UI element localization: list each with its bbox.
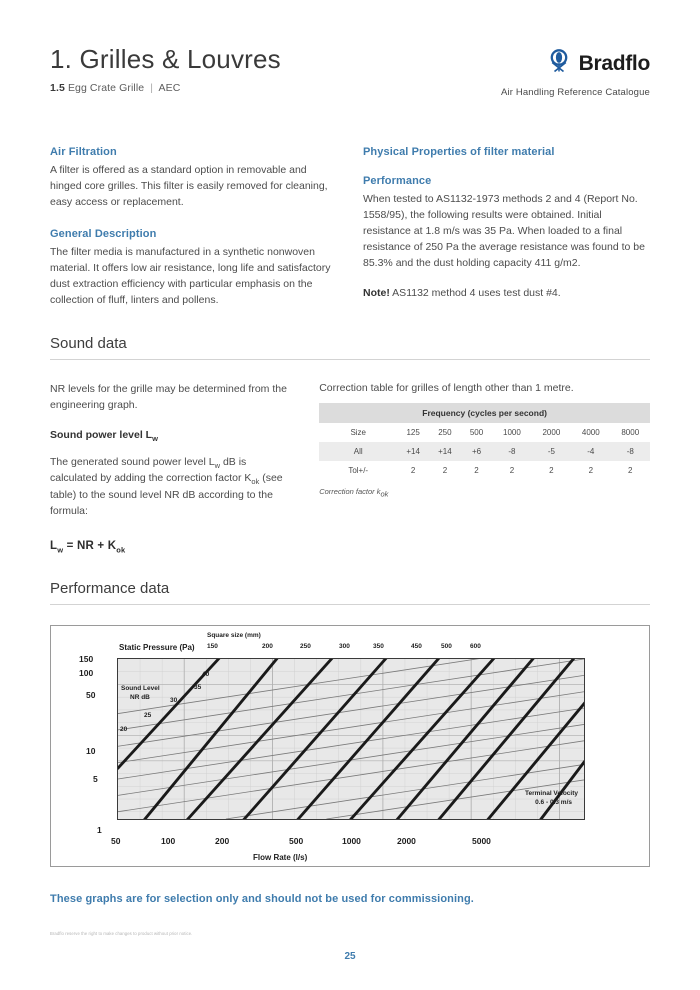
footnote-subscript: ok	[380, 489, 389, 499]
square-size-label: 150	[207, 642, 218, 650]
freq-cell: 125	[406, 427, 420, 437]
note-text: AS1132 method 4 uses test dust #4.	[389, 286, 561, 299]
square-size-label: 200	[262, 642, 273, 650]
y-tick: 1	[97, 824, 102, 835]
brand-row	[501, 49, 650, 78]
freq-cell: 8000	[621, 427, 640, 437]
square-size-label: 350	[373, 642, 384, 650]
bradflo-circle-emblem-icon	[546, 49, 572, 78]
performance-data-divider	[50, 604, 650, 605]
left-text-column	[50, 146, 337, 309]
formula-b: = NR + K	[63, 539, 117, 552]
paragraph-formula-explanation	[50, 455, 293, 520]
chart-inner	[57, 632, 643, 860]
table-row-frequency-header	[319, 403, 650, 423]
brand-name: Bradflo	[578, 51, 650, 75]
subtitle-separator: |	[150, 81, 154, 94]
sound-power-label: Sound power level L	[50, 428, 153, 441]
terminal-velocity-line2: 0.6 - 0.3 m/s	[535, 799, 572, 807]
value-cell: -8	[611, 442, 650, 461]
value-cell: 2	[549, 465, 554, 475]
y-tick: 10	[86, 745, 96, 756]
chart-top-axis-label: Square size (mm)	[207, 631, 261, 639]
value-cell: -5	[532, 442, 571, 461]
heading-general-description: General Description	[50, 227, 157, 240]
page-subtitle	[50, 82, 281, 94]
chart-plot-area	[117, 658, 585, 820]
subtitle-ref: AEC	[158, 81, 181, 94]
sound-data-text	[50, 382, 293, 554]
value-cell: +14	[397, 442, 429, 461]
nr-level-label-40: 40	[202, 670, 210, 678]
brand-tagline: Air Handling Reference Catalogue	[501, 87, 650, 98]
size-column-header: Size	[350, 427, 366, 437]
freq-cell: 250	[438, 427, 452, 437]
row-label: All	[319, 442, 397, 461]
square-size-label: 500	[441, 642, 452, 650]
square-size-label: 300	[339, 642, 350, 650]
paragraph-performance: When tested to AS1132-1973 methods 2 and 4 (Report No. 1558/95), the following results were obtained. Initial resistance at 1.8 m/s was 35 Pa. When loaded to a final resistance of 250 Pa the average resistance was found to be 85.3% and the dust holding capacity 411 g/m2.	[363, 193, 645, 269]
formula-exp-sub1: w	[214, 460, 221, 470]
value-cell: +6	[461, 442, 492, 461]
x-tick: 2000	[397, 835, 416, 846]
table-row-frequency-ticks	[319, 423, 650, 442]
page-number: 25	[344, 951, 356, 962]
sound-data-title: Sound data	[50, 334, 127, 352]
y-tick: 50	[86, 689, 96, 700]
freq-cell: 4000	[581, 427, 600, 437]
value-cell: 2	[509, 465, 515, 475]
value-cell: 2	[628, 465, 633, 475]
intro-columns	[50, 146, 650, 309]
sound-data-divider	[50, 359, 650, 360]
value-cell: -8	[492, 442, 531, 461]
table-row	[319, 461, 650, 480]
terminal-velocity-line1: Terminal Velocity	[525, 790, 578, 798]
value-cell: +14	[429, 442, 461, 461]
x-tick: 500	[289, 835, 304, 846]
value-cell: 2	[474, 465, 479, 475]
heading-physical-properties: Physical Properties of filter material	[363, 146, 555, 158]
frequency-group-header: Frequency (cycles per second)	[319, 403, 650, 423]
page-title: 1. Grilles & Louvres	[50, 44, 281, 74]
commissioning-notice: These graphs are for selection only and should not be used for commissioning.	[50, 892, 474, 905]
nr-level-label-20: 20	[120, 725, 128, 733]
paragraph-air-filtration: A filter is offered as a standard option in removable and hinged core grilles. This filter is easily removed for cleaning, easy access or replacement.	[50, 164, 328, 208]
page-header	[50, 0, 650, 98]
right-text-column	[363, 146, 650, 309]
footnote-text: Correction factor k	[319, 486, 381, 496]
legal-fineprint: Bradflo reserve the right to make changes to product without prior notice.	[50, 930, 193, 936]
value-cell: 2	[588, 465, 594, 475]
correction-table-footnote	[319, 487, 650, 499]
x-tick: 200	[215, 835, 230, 846]
subtitle-code: 1.5	[50, 81, 65, 94]
subtitle-text: Egg Crate Grille	[67, 81, 145, 94]
formula-sub1: w	[57, 544, 64, 554]
correction-table-body	[319, 403, 650, 480]
square-size-lines	[118, 659, 584, 819]
formula-exp-c: (see table) to the sound level NR dB according to the formula:	[50, 472, 283, 517]
nr-level-label-25: 25	[144, 711, 152, 719]
x-tick: 100	[161, 835, 176, 846]
correction-table-block	[319, 382, 650, 554]
heading-performance: Performance	[363, 175, 432, 187]
performance-chart	[50, 625, 650, 867]
freq-cell: 1000	[503, 427, 521, 437]
square-size-label: 450	[411, 642, 422, 650]
paragraph-nr-levels: NR levels for the grille may be determined from the engineering graph.	[50, 382, 287, 411]
correction-table	[319, 403, 650, 480]
paragraph-note	[363, 286, 650, 302]
formula-a: L	[50, 539, 58, 552]
formula-sub2: ok	[116, 544, 126, 554]
title-block	[50, 45, 281, 94]
paragraph-general-description: The filter media is manufactured in a synthetic nonwoven material. It offers low air resistance, long life and satisfactory dust extraction efficiency with particular emphasis on the collection of fluff, linters and pollens.	[50, 245, 331, 306]
x-tick: 5000	[472, 835, 491, 846]
y-tick: 100	[79, 667, 94, 678]
heading-sound-power-level	[50, 429, 293, 443]
freq-cell: 500	[469, 427, 484, 437]
sound-power-formula	[50, 540, 293, 554]
brand-block	[501, 45, 650, 98]
y-tick: 5	[93, 773, 98, 784]
formula-exp-sub2: ok	[251, 477, 260, 487]
performance-data-section	[50, 580, 650, 867]
table-row	[319, 442, 650, 461]
x-axis-title: Flow Rate (l/s)	[253, 852, 308, 862]
sound-level-caption-line1: Sound Level	[121, 684, 160, 692]
formula-exp-b: dB is calculated by adding the correction factor K	[50, 455, 252, 485]
performance-data-title: Performance data	[50, 579, 170, 597]
chart-svg	[118, 659, 584, 819]
sound-power-subscript: w	[152, 433, 158, 443]
freq-cell: 2000	[542, 427, 561, 437]
heading-air-filtration: Air Filtration	[50, 146, 117, 158]
nr-level-label-35: 35	[194, 683, 202, 691]
correction-table-caption: Correction table for grilles of length other than 1 metre.	[319, 381, 574, 394]
x-tick: 50	[111, 835, 121, 846]
sound-data-columns	[50, 382, 650, 554]
square-size-label: 250	[300, 642, 311, 650]
chart-title: Static Pressure (Pa)	[119, 642, 195, 652]
nr-level-label-30: 30	[170, 696, 178, 704]
value-cell: 2	[410, 465, 416, 475]
y-tick: 150	[79, 653, 94, 664]
sound-data-section	[50, 335, 650, 554]
formula-exp-a: The generated sound power level L	[50, 455, 215, 468]
row-label: Tol+/-	[348, 465, 369, 475]
sound-level-caption-line2: NR dB	[130, 693, 150, 701]
square-size-label: 600	[470, 642, 481, 650]
value-cell: 2	[442, 465, 448, 475]
x-tick: 1000	[342, 835, 361, 846]
note-label: Note!	[363, 286, 390, 299]
value-cell: -4	[571, 442, 610, 461]
